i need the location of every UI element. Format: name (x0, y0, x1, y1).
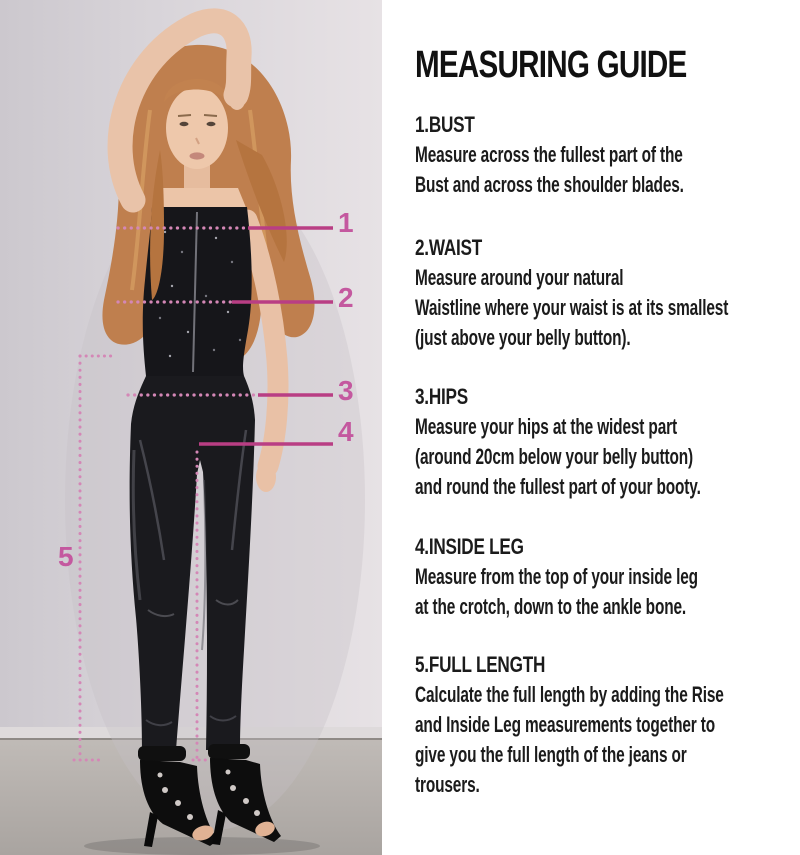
section-bust-heading: 1.BUST (415, 112, 475, 137)
model-photo (0, 0, 382, 855)
inside-leg-measure-line (193, 416, 354, 760)
section-full-length-line: trousers. (415, 772, 480, 797)
section-bust-line: Measure across the fullest part of the (415, 142, 683, 167)
section-inside-leg-heading: 4.INSIDE LEG (415, 534, 524, 559)
section-inside-leg-line: at the crotch, down to the ankle bone. (415, 594, 687, 619)
section-bust-line: Bust and across the shoulder blades. (415, 172, 684, 197)
section-hips-heading: 3.HIPS (415, 384, 468, 409)
section-full-length-heading: 5.FULL LENGTH (415, 652, 546, 677)
section-waist-line: Measure around your natural (415, 265, 624, 290)
waist-measure-line (118, 282, 354, 313)
section-hips-line: (around 20cm below your belly button) (415, 444, 694, 469)
hips-measure-line (128, 375, 354, 406)
section-bust (415, 110, 800, 200)
measurement-overlay (0, 0, 382, 855)
section-waist-line: (just above your belly button). (415, 325, 631, 350)
section-full-length-line: give you the full length of the jeans or (415, 742, 687, 767)
page-title: MEASURING GUIDE (415, 44, 687, 86)
marker-2: 2 (338, 282, 354, 313)
section-inside-leg (415, 532, 800, 622)
section-full-length (415, 650, 800, 800)
section-hips-line: and round the fullest part of your booty. (415, 474, 701, 499)
section-full-length-line: and Inside Leg measurements together to (415, 712, 716, 737)
full-length-measure-line (58, 356, 116, 760)
measuring-guide-panel (415, 0, 800, 855)
marker-1: 1 (338, 207, 354, 238)
section-hips-line: Measure your hips at the widest part (415, 414, 677, 439)
section-inside-leg-line: Measure from the top of your inside leg (415, 564, 698, 589)
section-waist-heading: 2.WAIST (415, 235, 483, 260)
section-waist-line: Waistline where your waist is at its smallest (415, 295, 729, 320)
marker-4: 4 (338, 416, 354, 447)
marker-3: 3 (338, 375, 354, 406)
marker-5: 5 (58, 541, 74, 572)
bust-measure-line (118, 207, 354, 238)
section-hips (415, 382, 800, 502)
section-full-length-line: Calculate the full length by adding the Rise (415, 682, 724, 707)
section-waist (415, 233, 800, 353)
